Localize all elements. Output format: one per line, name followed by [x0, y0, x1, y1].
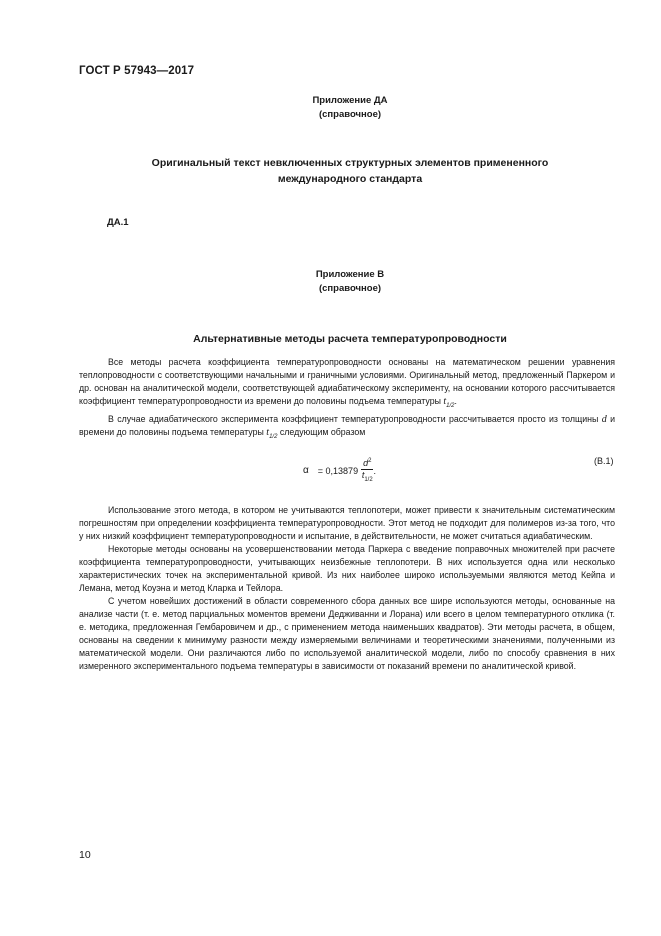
- formula-numerator: d: [363, 458, 369, 468]
- standard-designation: ГОСТ Р 57943—2017: [79, 65, 195, 77]
- formula-b1: [303, 456, 376, 486]
- appendix-da-subtitle: (справочное): [318, 109, 382, 120]
- body-block-1: [79, 356, 615, 444]
- section-da1: ДА.1: [107, 217, 129, 228]
- appendix-v-subtitle: (справочное): [318, 283, 382, 294]
- formula-coefficient: = 0,13879: [317, 465, 359, 476]
- appendix-da-title: Приложение ДА: [312, 95, 388, 106]
- paragraph-5: С учетом новейших достижений в области современного сбора данных все шире используются методы, основанные на анализе части (т. е. метод парциальных моментов времени Дедживанни и Лорана) или всего в целом температурного отклика (т. е. методика, предложенная Гембаровичем и др., с применением метода наименьших квадратов). Эти методы расчета, в общем, основаны на сведении к минимуму разности между измеряемыми величинами и теоретическими значениями, полученными из математической модели. Они различаются либо по используемой аналитической модели, либо по способу сравнения в них измеренного экспериментального подъема температуры в зависимости от показаний времени по аналитической кривой.: [79, 596, 615, 671]
- appendix-da-heading-line2: международного стандарта: [277, 173, 423, 185]
- page-number: 10: [79, 849, 91, 861]
- paragraph-4: Некоторые методы основаны на усовершенствовании метода Паркера с введение поправочных множителей при расчете коэффициента температуропроводности, учитывающих неизбежные теплопотери. В них используется одна или несколько характеристических точек на экспериментальной кривой. Из них наиболее широко используемыми являются метод Кейпа и Лемана, метод Коуэна и метод Кларка и Тейлора.: [79, 544, 615, 593]
- paragraph-3: Использование этого метода, в котором не учитываются теплопотери, может привести к значительным систематическим погрешностям при определении коэффициента температуропроводности. Этот метод не подходит для полимеров из-за того, что у них низкий коэффициент температуропроводности и испытание, в действительности, не может считаться адиабатическим.: [79, 505, 615, 541]
- body-block-2: [79, 504, 615, 673]
- paragraph-2: В случае адиабатического эксперимента коэффициент температуропроводности рассчитывается просто из толщины d и времени до половины подъема температуры $t_{1/2}$ следующим образом: [79, 413, 615, 440]
- formula-alpha: α: [303, 465, 309, 477]
- paragraph-1: Все методы расчета коэффициента температуропроводности основаны на математическом решении уравнения теплопроводности с соответствующими начальными и граничными условиями. Оригинальный метод, предложенный Паркером и др. основан на аналитической модели, соответствующей адиабатическому эксперименту, на основании которого рассчитывается коэффициент температуропроводности из времени до половины подъема температуры $t_{1/2}$.: [79, 357, 615, 409]
- equation-number: (В.1): [594, 456, 614, 466]
- appendix-v-heading: Альтернативные методы расчета температуропроводности: [193, 333, 507, 345]
- formula-fraction: $\frac{d^2}{t_{1/2}}$: [361, 458, 373, 483]
- formula-period: .: [373, 465, 376, 476]
- formula-denominator: t: [361, 470, 365, 480]
- appendix-v-title: Приложение В: [315, 269, 385, 280]
- appendix-da-heading-line1: Оригинальный текст невключенных структурных элементов примененного: [151, 157, 549, 169]
